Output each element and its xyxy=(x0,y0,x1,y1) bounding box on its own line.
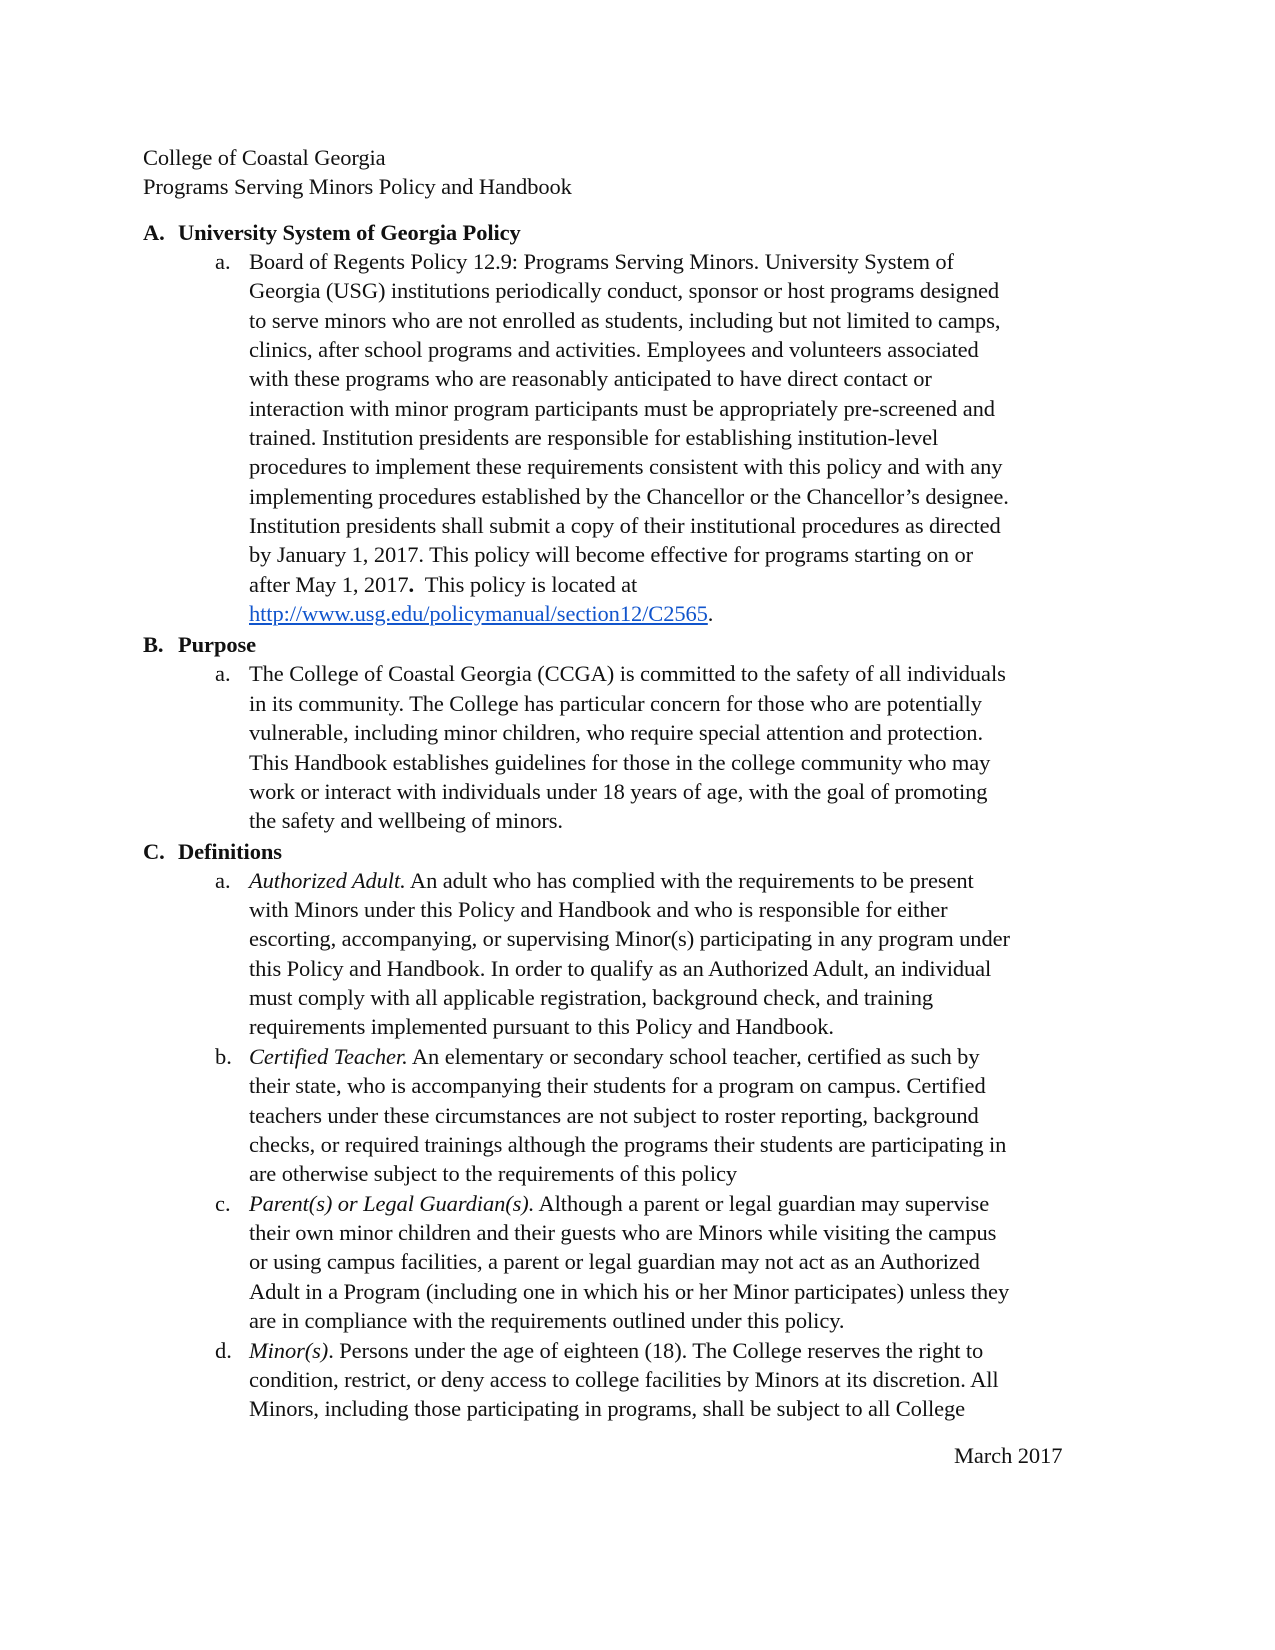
section-c-marker: C. xyxy=(143,839,165,864)
list-marker: a. xyxy=(215,249,231,274)
text-line: the safety and wellbeing of minors. xyxy=(249,808,563,833)
text-line: their own minor children and their guests who are Minors while visiting the campus xyxy=(249,1220,997,1245)
text-line: Institution presidents shall submit a copy of their institutional procedures as directed xyxy=(249,513,1001,538)
definition-first-line xyxy=(249,866,974,895)
document-title: Programs Serving Minors Policy and Handbook xyxy=(143,174,572,199)
list-marker: d. xyxy=(215,1338,232,1363)
text-line: are in compliance with the requirements outlined under this policy. xyxy=(249,1308,845,1333)
text-line: with Minors under this Policy and Handbook and who is responsible for either xyxy=(249,897,948,922)
footer-date: March 2017 xyxy=(954,1443,1063,1468)
text-line: their state, who is accompanying their students for a program on campus. Certified xyxy=(249,1073,986,1098)
text-line: trained. Institution presidents are responsible for establishing institution-level xyxy=(249,425,939,450)
text-fragment: An adult who has complied with the requirements to be present xyxy=(405,868,974,893)
text-line: requirements implemented pursuant to this Policy and Handbook. xyxy=(249,1014,834,1039)
text-line: The College of Coastal Georgia (CCGA) is committed to the safety of all individuals xyxy=(249,661,1006,686)
policy-manual-link[interactable]: http://www.usg.edu/policymanual/section12/C2565 xyxy=(249,601,708,626)
text-fragment: after May 1, 2017 xyxy=(249,572,409,597)
text-line: Adult in a Program (including one in which his or her Minor participates) unless they xyxy=(249,1279,1010,1304)
text-line: are otherwise subject to the requirements of this policy xyxy=(249,1161,738,1186)
text-line: checks, or required trainings although the programs their students are participating in xyxy=(249,1132,1007,1157)
text-fragment: This policy is located at xyxy=(424,572,638,597)
text-line: vulnerable, including minor children, who require special attention and protection. xyxy=(249,720,983,745)
list-marker: a. xyxy=(215,661,231,686)
list-marker: c. xyxy=(215,1191,231,1216)
definition-term: Parent(s) or Legal Guardian(s). xyxy=(249,1191,535,1216)
definition-first-line xyxy=(249,1336,983,1365)
section-b-heading: Purpose xyxy=(178,632,257,657)
text-fragment: An elementary or secondary school teacher, certified as such by xyxy=(407,1044,980,1069)
text-line: This Handbook establishes guidelines for those in the college community who may xyxy=(249,750,991,775)
list-marker: b. xyxy=(215,1044,232,1069)
text-line: interaction with minor program participants must be appropriately pre-screened and xyxy=(249,396,995,421)
text-line: to serve minors who are not enrolled as students, including but not limited to camps, xyxy=(249,308,1001,333)
text-line: escorting, accompanying, or supervising Minor(s) participating in any program under xyxy=(249,926,1010,951)
bold-period: . xyxy=(408,572,415,597)
text-line: with these programs who are reasonably anticipated to have direct contact or xyxy=(249,366,932,391)
definition-first-line xyxy=(249,1042,979,1071)
text-line: must comply with all applicable registration, background check, and training xyxy=(249,985,934,1010)
text-line: or using campus facilities, a parent or legal guardian may not act as an Authorized xyxy=(249,1249,980,1274)
text-fragment: . Persons under the age of eighteen (18). The College reserves the right to xyxy=(328,1338,984,1363)
text-line: by January 1, 2017. This policy will become effective for programs starting on or xyxy=(249,542,974,567)
text-line: Board of Regents Policy 12.9: Programs Serving Minors. University System of xyxy=(249,249,954,274)
definition-term: Minor(s) xyxy=(249,1338,329,1363)
section-c-heading: Definitions xyxy=(178,839,282,864)
text-line: implementing procedures established by the Chancellor or the Chancellor’s designee. xyxy=(249,484,1009,509)
section-a-marker: A. xyxy=(143,220,165,245)
text-line: Georgia (USG) institutions periodically conduct, sponsor or host programs designed xyxy=(249,278,1000,303)
text-fragment: Although a parent or legal guardian may supervise xyxy=(534,1191,990,1216)
text-line: clinics, after school programs and activities. Employees and volunteers associated xyxy=(249,337,979,362)
link-trailing-period: . xyxy=(707,601,714,626)
list-marker: a. xyxy=(215,868,231,893)
definition-term: Authorized Adult. xyxy=(249,868,406,893)
document-org-title: College of Coastal Georgia xyxy=(143,145,386,170)
text-line: in its community. The College has particular concern for those who are potentially xyxy=(249,691,982,716)
text-line: this Policy and Handbook. In order to qualify as an Authorized Adult, an individual xyxy=(249,956,992,981)
section-a-heading: University System of Georgia Policy xyxy=(178,220,521,245)
definition-first-line xyxy=(249,1189,989,1218)
text-line: teachers under these circumstances are not subject to roster reporting, background xyxy=(249,1103,979,1128)
text-line: procedures to implement these requirements consistent with this policy and with any xyxy=(249,454,1003,479)
section-b-marker: B. xyxy=(143,632,164,657)
text-line-composite xyxy=(249,570,637,599)
text-line: condition, restrict, or deny access to college facilities by Minors at its discretion. All xyxy=(249,1367,999,1392)
text-line: Minors, including those participating in programs, shall be subject to all College xyxy=(249,1396,966,1421)
text-line: work or interact with individuals under 18 years of age, with the goal of promoting xyxy=(249,779,988,804)
definition-term: Certified Teacher. xyxy=(249,1044,408,1069)
link-line xyxy=(249,599,713,628)
